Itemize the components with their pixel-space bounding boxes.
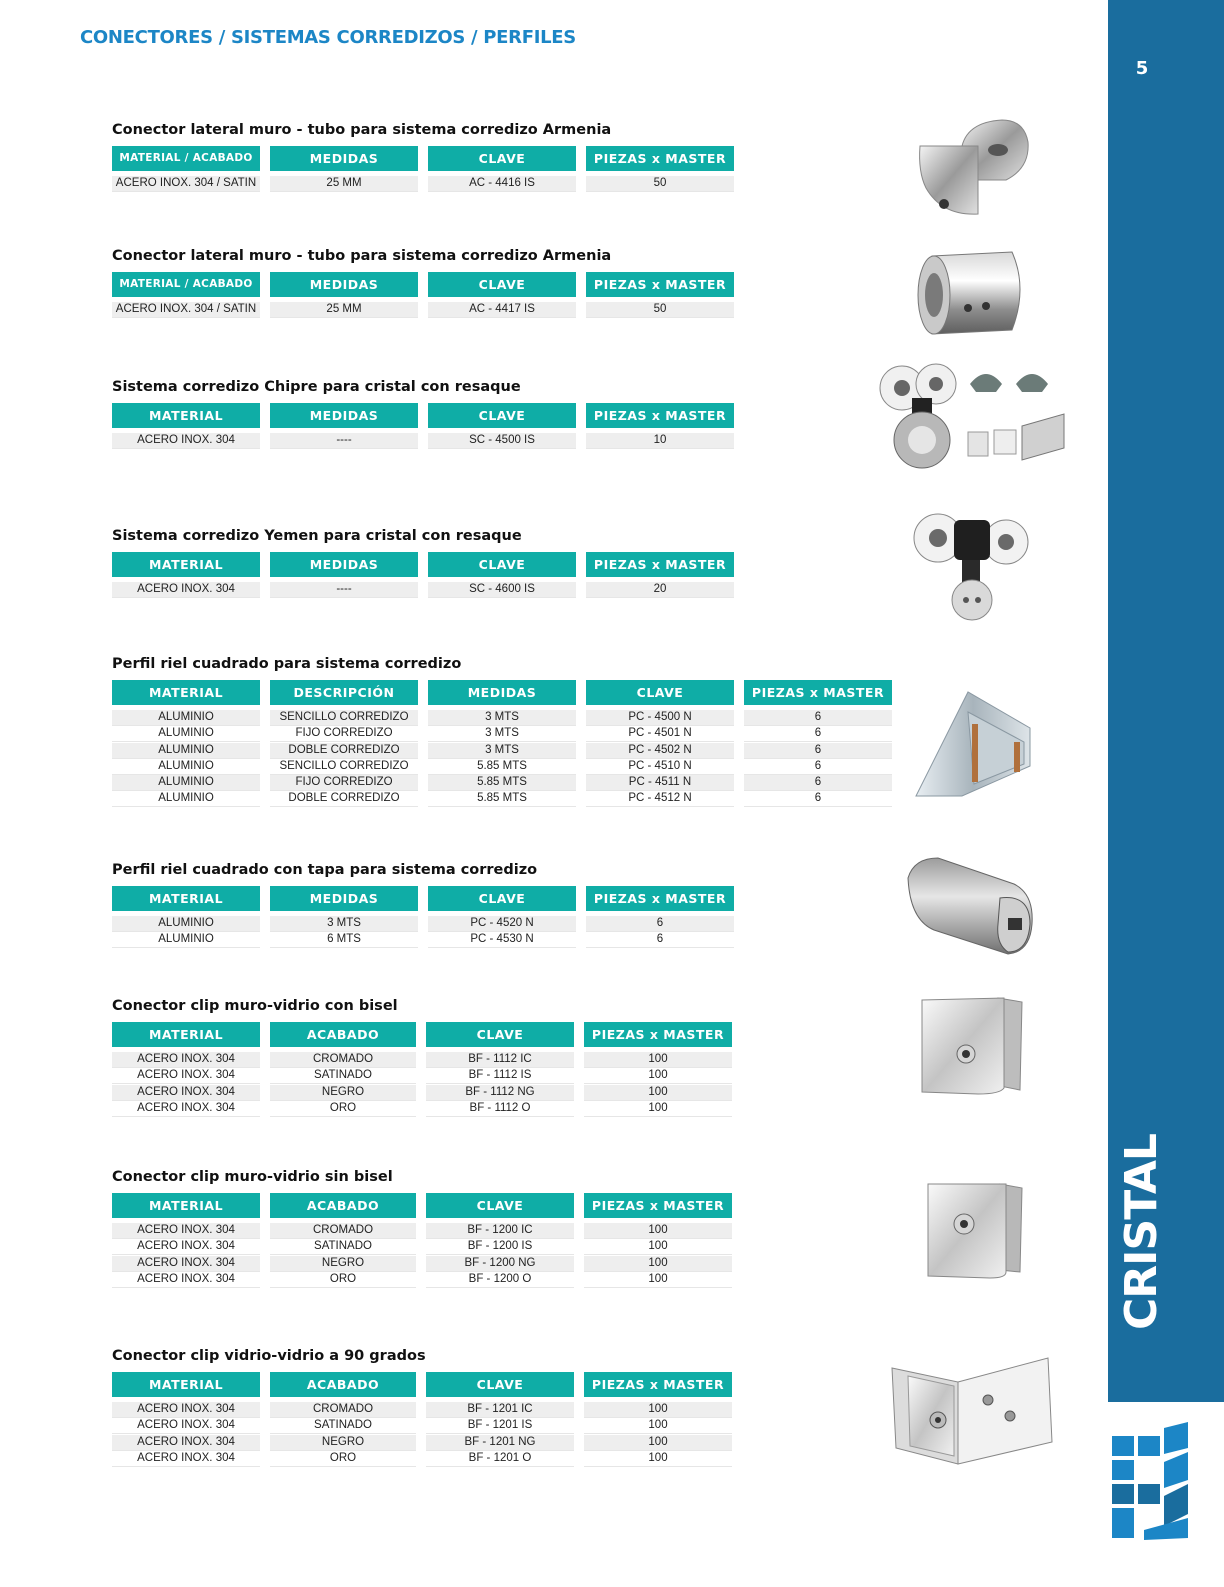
col-header: CLAVE xyxy=(426,1022,574,1047)
product-table xyxy=(112,680,902,808)
table-cell: ACERO INOX. 304 xyxy=(112,1052,260,1068)
connector-cylinder-photo xyxy=(912,248,1030,338)
col-header: MEDIDAS xyxy=(270,886,418,911)
table-cell: 5.85 MTS xyxy=(428,791,576,807)
table-row xyxy=(112,759,902,775)
table-cell: 100 xyxy=(584,1402,732,1418)
covered-rail-profile-photo xyxy=(904,854,1038,958)
table-cell: 6 MTS xyxy=(270,932,418,948)
table-cell: 3 MTS xyxy=(428,726,576,742)
table-row xyxy=(112,582,744,598)
table-cell: 3 MTS xyxy=(428,710,576,726)
table-cell: 100 xyxy=(584,1052,732,1068)
table-cell: PC - 4511 N xyxy=(586,775,734,791)
table-cell: ALUMINIO xyxy=(112,726,260,742)
table-cell: 20 xyxy=(586,582,734,598)
col-header: MATERIAL xyxy=(112,1022,260,1047)
col-header: CLAVE xyxy=(428,403,576,428)
product-table xyxy=(112,272,744,318)
table-cell: 100 xyxy=(584,1068,732,1084)
clip-90-degree-photo xyxy=(888,1356,1058,1468)
table-row xyxy=(112,726,902,742)
connector-half-round-photo xyxy=(912,116,1034,220)
col-header: PIEZAS x MASTER xyxy=(586,552,734,577)
table-cell: CROMADO xyxy=(270,1052,416,1068)
table-cell: ACERO INOX. 304 xyxy=(112,433,260,449)
table-cell: FIJO CORREDIZO xyxy=(270,775,418,791)
table-cell: BF - 1200 NG xyxy=(426,1256,574,1272)
yemen-roller-photo xyxy=(910,510,1034,622)
table-row xyxy=(112,710,902,726)
table-cell: SATINADO xyxy=(270,1239,416,1255)
table-cell: 50 xyxy=(586,176,734,192)
table-row xyxy=(112,1418,742,1434)
table-cell: ACERO INOX. 304 xyxy=(112,1418,260,1434)
table-row xyxy=(112,1085,742,1101)
col-header: MATERIAL xyxy=(112,1193,260,1218)
table-cell: ALUMINIO xyxy=(112,791,260,807)
col-header: PIEZAS x MASTER xyxy=(586,146,734,171)
table-row xyxy=(112,1068,742,1084)
table-cell: 6 xyxy=(744,759,892,775)
table-cell: 100 xyxy=(584,1101,732,1117)
table-cell: PC - 4512 N xyxy=(586,791,734,807)
table-cell: AC - 4417 IS xyxy=(428,302,576,318)
table-cell: ACERO INOX. 304 xyxy=(112,582,260,598)
product-table xyxy=(112,403,744,449)
table-cell: ALUMINIO xyxy=(112,759,260,775)
table-cell: 100 xyxy=(584,1418,732,1434)
table-cell: BF - 1201 O xyxy=(426,1451,574,1467)
col-header: CLAVE xyxy=(586,680,734,705)
table-cell: BF - 1200 IC xyxy=(426,1223,574,1239)
table-cell: 6 xyxy=(744,775,892,791)
table-row xyxy=(112,743,902,759)
table-cell: FIJO CORREDIZO xyxy=(270,726,418,742)
table-cell: ACERO INOX. 304 / SATIN xyxy=(112,176,260,192)
col-header: CLAVE xyxy=(428,272,576,297)
col-header: CLAVE xyxy=(426,1372,574,1397)
table-row xyxy=(112,1101,742,1117)
col-header: MATERIAL / ACABADO xyxy=(112,146,260,171)
col-header: PIEZAS x MASTER xyxy=(584,1193,732,1218)
col-header: MEDIDAS xyxy=(270,272,418,297)
product-section-1 xyxy=(112,120,744,192)
table-row xyxy=(112,932,744,948)
col-header: MEDIDAS xyxy=(270,146,418,171)
section-title: Conector clip muro-vidrio con bisel xyxy=(112,998,398,1014)
table-cell: PC - 4530 N xyxy=(428,932,576,948)
table-cell: SENCILLO CORREDIZO xyxy=(270,710,418,726)
table-cell: ---- xyxy=(270,582,418,598)
section-title: Sistema corredizo Chipre para cristal con resaque xyxy=(112,379,521,395)
table-cell: BF - 1112 NG xyxy=(426,1085,574,1101)
col-header: ACABADO xyxy=(270,1372,416,1397)
square-rail-profile-photo xyxy=(914,684,1032,800)
table-cell: PC - 4501 N xyxy=(586,726,734,742)
clip-bevel-photo xyxy=(914,994,1024,1098)
table-cell: PC - 4510 N xyxy=(586,759,734,775)
section-title: Perfil riel cuadrado para sistema corredizo xyxy=(112,656,462,672)
table-row xyxy=(112,916,744,932)
section-title: Conector lateral muro - tubo para sistema corredizo Armenia xyxy=(112,248,612,264)
table-cell: NEGRO xyxy=(270,1256,416,1272)
product-table xyxy=(112,1372,742,1467)
section-title: Perfil riel cuadrado con tapa para sistema corredizo xyxy=(112,862,538,878)
table-cell: ACERO INOX. 304 xyxy=(112,1223,260,1239)
table-cell: ACERO INOX. 304 xyxy=(112,1101,260,1117)
table-cell: ACERO INOX. 304 xyxy=(112,1451,260,1467)
table-cell: ALUMINIO xyxy=(112,916,260,932)
table-cell: BF - 1200 IS xyxy=(426,1239,574,1255)
product-table xyxy=(112,1193,742,1288)
table-cell: BF - 1201 IS xyxy=(426,1418,574,1434)
table-cell: BF - 1200 O xyxy=(426,1272,574,1288)
table-cell: AC - 4416 IS xyxy=(428,176,576,192)
table-row xyxy=(112,176,744,192)
clip-no-bevel-photo xyxy=(920,1180,1024,1282)
table-cell: SATINADO xyxy=(270,1068,416,1084)
col-header: CLAVE xyxy=(426,1193,574,1218)
table-cell: 100 xyxy=(584,1451,732,1467)
col-header: MATERIAL xyxy=(112,886,260,911)
table-cell: ALUMINIO xyxy=(112,932,260,948)
table-cell: 25 MM xyxy=(270,302,418,318)
col-header: ACABADO xyxy=(270,1022,416,1047)
table-cell: ACERO INOX. 304 xyxy=(112,1256,260,1272)
table-row xyxy=(112,775,902,791)
table-cell: 5.85 MTS xyxy=(428,775,576,791)
table-row xyxy=(112,791,902,807)
table-cell: SC - 4600 IS xyxy=(428,582,576,598)
col-header: CLAVE xyxy=(428,552,576,577)
table-cell: 100 xyxy=(584,1239,732,1255)
table-cell: 6 xyxy=(586,916,734,932)
table-cell: DOBLE CORREDIZO xyxy=(270,743,418,759)
table-row xyxy=(112,1239,742,1255)
col-header: MEDIDAS xyxy=(428,680,576,705)
col-header: PIEZAS x MASTER xyxy=(586,886,734,911)
product-section-4 xyxy=(112,526,744,598)
table-cell: 5.85 MTS xyxy=(428,759,576,775)
col-header: MATERIAL xyxy=(112,680,260,705)
col-header: ACABADO xyxy=(270,1193,416,1218)
page-header-title: CONECTORES / SISTEMAS CORREDIZOS / PERFILES xyxy=(80,27,576,48)
table-cell: ORO xyxy=(270,1451,416,1467)
table-cell: ORO xyxy=(270,1272,416,1288)
section-title: Conector clip vidrio-vidrio a 90 grados xyxy=(112,1348,426,1364)
table-cell: ACERO INOX. 304 xyxy=(112,1085,260,1101)
table-cell: 6 xyxy=(744,791,892,807)
table-cell: CROMADO xyxy=(270,1223,416,1239)
table-cell: 100 xyxy=(584,1435,732,1451)
table-row xyxy=(112,1402,742,1418)
table-cell: 100 xyxy=(584,1223,732,1239)
table-cell: 100 xyxy=(584,1272,732,1288)
table-cell: BF - 1201 IC xyxy=(426,1402,574,1418)
col-header: PIEZAS x MASTER xyxy=(586,272,734,297)
col-header: MATERIAL xyxy=(112,403,260,428)
table-cell: SC - 4500 IS xyxy=(428,433,576,449)
col-header: DESCRIPCIÓN xyxy=(270,680,418,705)
table-cell: 6 xyxy=(744,710,892,726)
product-table xyxy=(112,146,744,192)
table-cell: ACERO INOX. 304 / SATIN xyxy=(112,302,260,318)
table-cell: SENCILLO CORREDIZO xyxy=(270,759,418,775)
product-section-2 xyxy=(112,246,744,318)
product-section-5 xyxy=(112,654,902,808)
col-header: MATERIAL xyxy=(112,552,260,577)
table-cell: ACERO INOX. 304 xyxy=(112,1435,260,1451)
table-cell: 100 xyxy=(584,1085,732,1101)
table-cell: ORO xyxy=(270,1101,416,1117)
table-cell: BF - 1201 NG xyxy=(426,1435,574,1451)
product-section-9 xyxy=(112,1346,742,1467)
table-cell: NEGRO xyxy=(270,1435,416,1451)
product-table xyxy=(112,552,744,598)
table-cell: 3 MTS xyxy=(270,916,418,932)
col-header: MEDIDAS xyxy=(270,403,418,428)
product-section-6 xyxy=(112,860,744,949)
chipre-kit-photo xyxy=(876,362,1068,470)
table-row xyxy=(112,1256,742,1272)
table-cell: ALUMINIO xyxy=(112,775,260,791)
col-header: MATERIAL xyxy=(112,1372,260,1397)
section-title: Conector clip muro-vidrio sin bisel xyxy=(112,1169,393,1185)
col-header: PIEZAS x MASTER xyxy=(586,403,734,428)
product-section-7 xyxy=(112,996,742,1117)
col-header: CLAVE xyxy=(428,146,576,171)
col-header: PIEZAS x MASTER xyxy=(744,680,892,705)
col-header: MATERIAL / ACABADO xyxy=(112,272,260,297)
table-row xyxy=(112,1223,742,1239)
table-cell: BF - 1112 O xyxy=(426,1101,574,1117)
table-cell: 100 xyxy=(584,1256,732,1272)
table-cell: PC - 4520 N xyxy=(428,916,576,932)
product-section-8 xyxy=(112,1167,742,1288)
table-cell: SATINADO xyxy=(270,1418,416,1434)
page-number: 5 xyxy=(1135,58,1149,79)
col-header: PIEZAS x MASTER xyxy=(584,1372,732,1397)
section-title: Sistema corredizo Yemen para cristal con resaque xyxy=(112,528,522,544)
table-row xyxy=(112,1052,742,1068)
brand-logo xyxy=(1108,1418,1192,1542)
table-row xyxy=(112,1451,742,1467)
col-header: PIEZAS x MASTER xyxy=(584,1022,732,1047)
table-cell: PC - 4502 N xyxy=(586,743,734,759)
table-cell: BF - 1112 IC xyxy=(426,1052,574,1068)
table-row xyxy=(112,1272,742,1288)
table-cell: BF - 1112 IS xyxy=(426,1068,574,1084)
table-row xyxy=(112,302,744,318)
table-cell: 6 xyxy=(744,726,892,742)
product-table xyxy=(112,1022,742,1117)
table-cell: 50 xyxy=(586,302,734,318)
table-cell: ACERO INOX. 304 xyxy=(112,1272,260,1288)
col-header: CLAVE xyxy=(428,886,576,911)
table-cell: ---- xyxy=(270,433,418,449)
col-header: MEDIDAS xyxy=(270,552,418,577)
table-cell: ACERO INOX. 304 xyxy=(112,1402,260,1418)
category-label: CRISTAL xyxy=(1116,1134,1167,1330)
table-cell: DOBLE CORREDIZO xyxy=(270,791,418,807)
table-cell: ACERO INOX. 304 xyxy=(112,1068,260,1084)
table-row xyxy=(112,1435,742,1451)
table-row xyxy=(112,433,744,449)
table-cell: NEGRO xyxy=(270,1085,416,1101)
table-cell: ALUMINIO xyxy=(112,710,260,726)
table-cell: 6 xyxy=(586,932,734,948)
table-cell: 25 MM xyxy=(270,176,418,192)
table-cell: PC - 4500 N xyxy=(586,710,734,726)
table-cell: 6 xyxy=(744,743,892,759)
section-title: Conector lateral muro - tubo para sistema corredizo Armenia xyxy=(112,122,612,138)
product-section-3 xyxy=(112,377,744,449)
product-table xyxy=(112,886,744,949)
table-cell: ALUMINIO xyxy=(112,743,260,759)
table-cell: CROMADO xyxy=(270,1402,416,1418)
table-cell: 3 MTS xyxy=(428,743,576,759)
table-cell: 10 xyxy=(586,433,734,449)
table-cell: ACERO INOX. 304 xyxy=(112,1239,260,1255)
